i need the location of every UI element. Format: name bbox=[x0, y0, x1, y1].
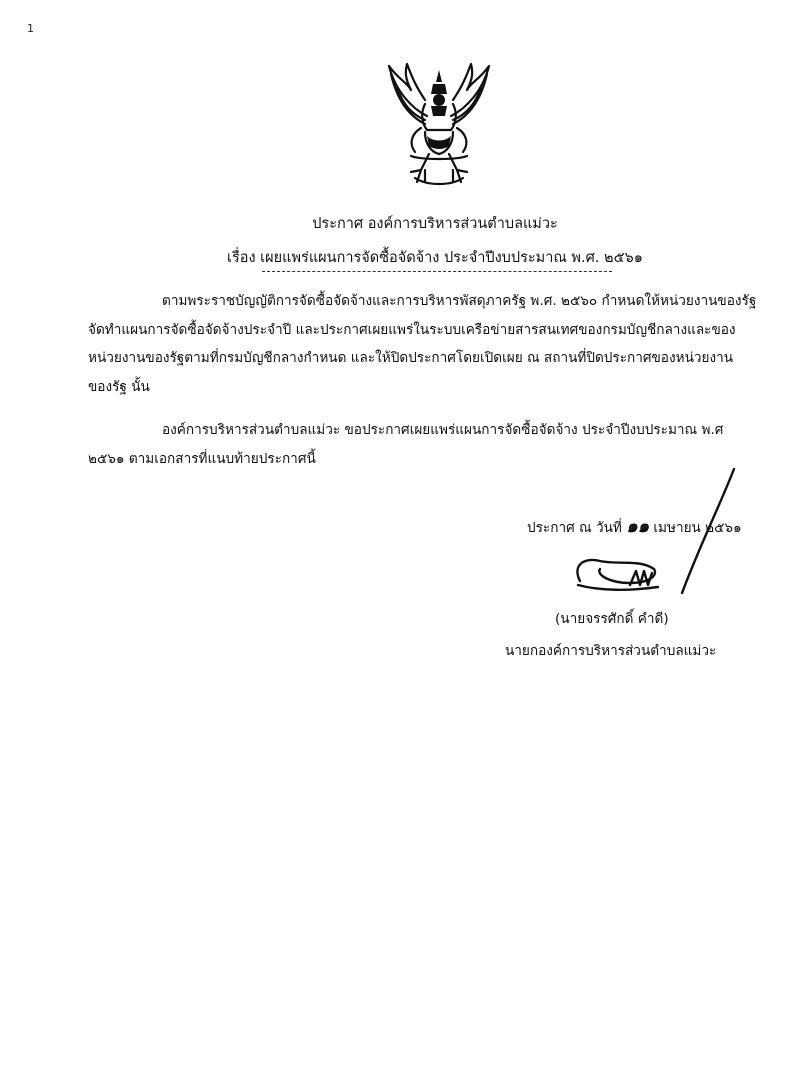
paragraph-line: ๒๕๖๑ ตามเอกสารที่แนบท้ายประกาศนี้ bbox=[88, 450, 316, 467]
date-prefix: ประกาศ ณ วันที่ bbox=[527, 520, 622, 536]
date-day: ๑๑ bbox=[626, 516, 650, 537]
garuda-emblem-icon bbox=[381, 60, 497, 190]
paragraph-line: หน่วยงานของรัฐตามที่กรมบัญชีกลางกำหนด และให้ปิดประกาศโดยเปิดเผย ณ สถานที่ปิดประกาศของหน่วยงาน bbox=[88, 350, 734, 366]
paragraph-line: องค์การบริหารส่วนตำบลแม่วะ ขอประกาศเผยแพร่แผนการจัดซื้อจัดจ้าง ประจำปีงบประมาณ พ.ศ bbox=[162, 422, 724, 438]
paragraph-line: ตามพระราชบัญญัติการจัดซื้อจัดจ้างและการบริหารพัสดุภาครัฐ พ.ศ. ๒๕๖๐ กำหนดให้หน่วยงานของรัฐ bbox=[162, 293, 757, 309]
paragraph-line: ของรัฐ นั้น bbox=[88, 378, 150, 395]
announcement-subject: เรื่อง เผยแพร่แผนการจัดซื้อจัดจ้าง ประจำปีงบประมาณ พ.ศ. ๒๕๖๑ bbox=[227, 250, 643, 266]
signer-title: นายกองค์การบริหารส่วนตำบลแม่วะ bbox=[505, 643, 717, 659]
dashed-divider bbox=[262, 271, 612, 272]
body-paragraph-1 bbox=[88, 287, 778, 401]
paragraph-line: จัดทำแผนการจัดซื้อจัดจ้างประจำปี และประกาศเผยแพร่ในระบบเครือข่ายสารสนเทศของกรมบัญชีกลางและของ bbox=[88, 321, 736, 338]
page-number: 1 bbox=[27, 22, 34, 35]
handwritten-signature bbox=[570, 465, 740, 605]
announcement-heading: ประกาศ องค์การบริหารส่วนตำบลแม่วะ bbox=[312, 216, 558, 232]
signer-name: (นายจรรศักดิ์ คำดี) bbox=[555, 611, 669, 627]
date-month-year: เมษายน ๒๕๖๑ bbox=[653, 520, 742, 536]
